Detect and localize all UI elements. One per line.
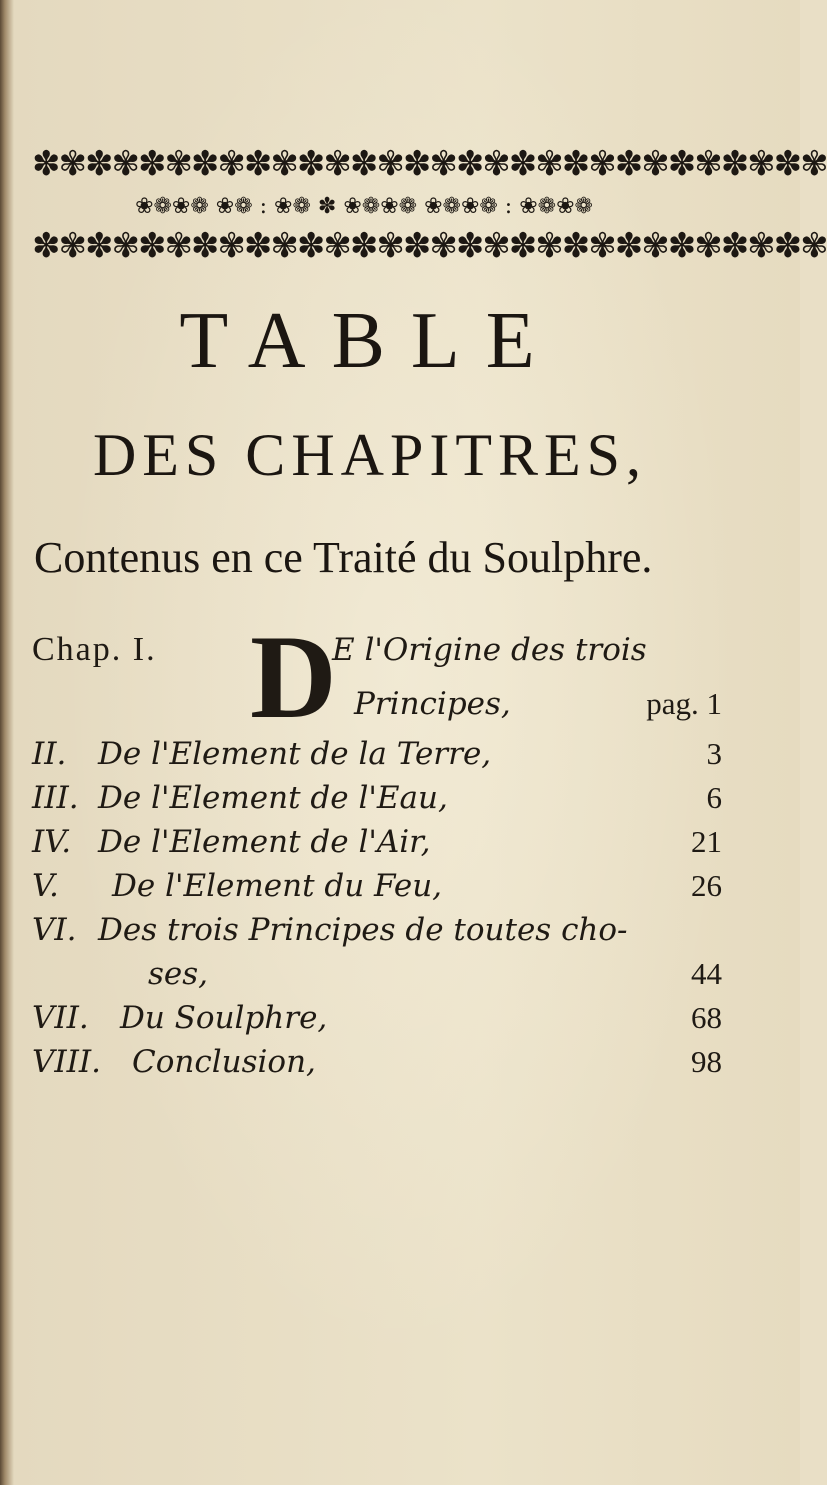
chapter-title-cont: ses, bbox=[148, 956, 209, 992]
chapter-title: De l'Element de l'Air, bbox=[98, 824, 431, 860]
chapter-number: IV. bbox=[32, 824, 72, 860]
chapter-number: VI. bbox=[32, 912, 77, 948]
chapter-number: II. bbox=[32, 736, 67, 772]
chapter-title: De l'Element de l'Eau, bbox=[98, 780, 448, 816]
chapter-title: De l'Element de la Terre, bbox=[98, 736, 492, 772]
chapter-number: III. bbox=[32, 780, 79, 816]
page-number: 3 bbox=[706, 736, 722, 771]
chapter-number: VIII. bbox=[32, 1044, 101, 1080]
toc-row-5 bbox=[32, 864, 722, 908]
page-subtitle: DES CHAPITRES, bbox=[92, 422, 648, 488]
page-title: TABLE bbox=[179, 297, 561, 385]
page-number: 98 bbox=[691, 1044, 722, 1079]
page-number: 68 bbox=[691, 1000, 722, 1035]
page-number: 44 bbox=[691, 956, 722, 991]
chapter-title: E l'Origine des trois bbox=[332, 632, 647, 668]
toc-row-4 bbox=[32, 820, 722, 864]
dropcap-letter: D bbox=[250, 610, 337, 743]
ornament-band-top: ✽✾✽✾✽✾✽✾✽✾✽✾✽✾✽✾✽✾✽✾✽✾✽✾✽✾✽✾✽✾ bbox=[32, 144, 827, 184]
toc-row-2 bbox=[32, 732, 722, 776]
chapter-number: Chap. I. bbox=[32, 631, 157, 668]
table-of-contents bbox=[32, 610, 722, 1084]
page-number: 26 bbox=[691, 868, 722, 903]
ornament-band-middle: ❀❁❀❁ ❀❁ : ❀❁ ✽ ❀❁❀❁ ❀❁❀❁ : ❀❁❀❁ bbox=[135, 194, 593, 219]
toc-row-1-cont bbox=[32, 682, 722, 732]
chapter-title: Conclusion, bbox=[132, 1044, 316, 1080]
chapter-title: De l'Element du Feu, bbox=[112, 868, 443, 904]
toc-row-7 bbox=[32, 996, 722, 1040]
chapter-number: VII. bbox=[32, 1000, 89, 1036]
page-number: 6 bbox=[706, 780, 722, 815]
chapter-title: Du Soulphre, bbox=[120, 1000, 328, 1036]
chapter-title: Des trois Principes de toutes cho- bbox=[98, 912, 628, 948]
toc-row-6 bbox=[32, 908, 722, 952]
ornament-band-bottom: ✽✾✽✾✽✾✽✾✽✾✽✾✽✾✽✾✽✾✽✾✽✾✽✾✽✾✽✾✽✾ bbox=[32, 226, 827, 266]
intro-line: Contenus en ce Traité du Soulphre. bbox=[34, 533, 653, 582]
chapter-number: V. bbox=[32, 868, 59, 904]
chapter-title-cont: Principes, bbox=[354, 686, 511, 722]
page-number: 21 bbox=[691, 824, 722, 859]
page-number: pag. 1 bbox=[646, 686, 722, 721]
toc-row-3 bbox=[32, 776, 722, 820]
toc-row-8 bbox=[32, 1040, 722, 1084]
toc-row-6-cont bbox=[32, 952, 722, 996]
